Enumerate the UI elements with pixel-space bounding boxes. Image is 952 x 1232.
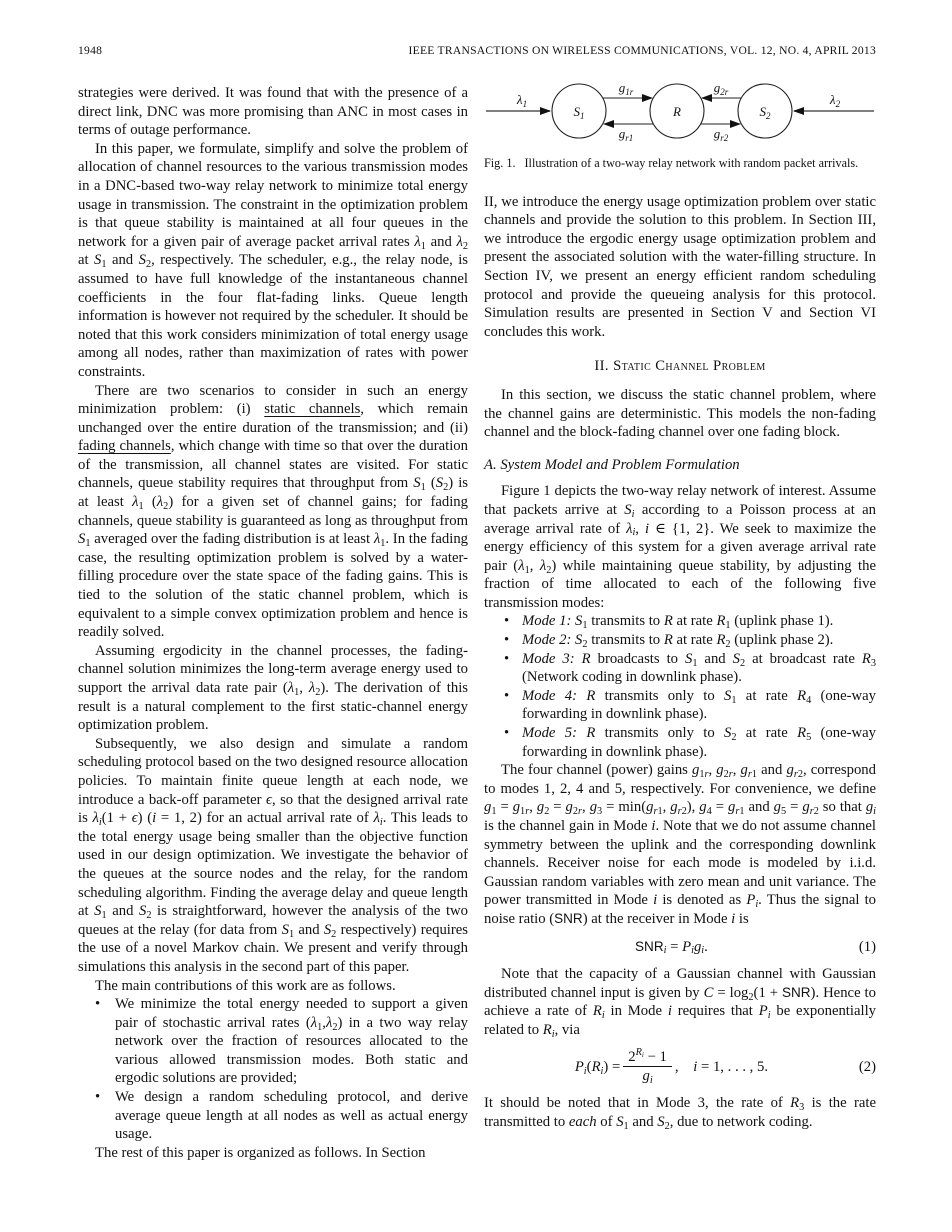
- equation-2-tail: , i = 1, . . . , 5.: [674, 1058, 769, 1075]
- paragraph: strategies were derived. It was found that with the presence of a direct link, DNC was more promising than ANC in most cases in terms of outage performance.: [78, 85, 468, 139]
- mode-list-item: [484, 650, 876, 687]
- contribution-text: We design a random scheduling protocol, and derive average queue length at all nodes as well as actual energy usage.: [115, 1089, 468, 1143]
- bullet-icon: •: [504, 613, 510, 630]
- mode-text: Mode 2: $S_2$ transmits to R at rate $R_2$ (uplink phase 2).: [522, 632, 834, 650]
- node-relay-label: R: [673, 104, 681, 119]
- mode-text: Mode 5: R transmits only to $S_2$ at rate $R_5$ (one-way forwarding in downlink phase).: [522, 725, 876, 760]
- bullet-icon: •: [95, 996, 101, 1013]
- paragraph: The four channel (power) gains $g_{1r}$, $g_{2r}$, $g_{r1}$ and $g_{r2}$, correspond to modes 1, 2, 4 and 5, respectively. For convenience, we define $g_1 = g_{1r}$, $g_2 = g_{2r}$, $g_3 = \min(g_{r1}$, $g_{r2}$), $g_4 = g_{r1}$ and $g_5 = g_{r2}$ so that $g_i$ is the channel gain in Mode i. Note that we do not assume channel symmetry between the uplink and the corresponding downlink channels. Receiver noise for each mode is modeled by i.i.d. Gaussian random variables with zero mean and unit variance. The power transmitted in Mode i is denoted as $P_i$. Thus the signal to noise ratio (SNR) at the receiver in Mode i is: [484, 762, 877, 927]
- node-s1-label: $S_1$: [573, 104, 585, 121]
- fraction-numerator: $2^{R_i} - 1$: [628, 1047, 667, 1065]
- figure-caption-label: Fig. 1.: [484, 155, 516, 170]
- subsection-heading: A. System Model and Problem Formulation: [484, 456, 740, 473]
- bullet-icon: •: [504, 632, 510, 649]
- gr1-label: $g_{r1}$: [618, 126, 634, 143]
- equation-1: [484, 938, 876, 957]
- g1r-label: $g_{1r}$: [618, 80, 634, 97]
- paragraph: Subsequently, we also design and simulate a random scheduling protocol based on the two designed resource allocation policies. To maintain finite queue length at each node, we introduce a back-off parameter ϵ, so that the designed arrival rate is $\lambda_i(1 + \epsilon) (i = 1$, 2) for an actual arrival rate of $\lambda_i$. This leads to the total energy usage being smaller than the objective function used in our design optimization. We investigate the behavior of the queues at the source nodes and the relay, for the random scheduling algorithm. Finding the average delay and queue length at $S_1$ and $S_2$ is straightforward, however the analysis of the two queues at the relay (for data from $S_1$ and $S_2$ respectively) requires the use of a novel Markov chain. We present and verify through simulations this analysis in the second part of this paper.: [78, 735, 468, 975]
- bullet-icon: •: [95, 1089, 101, 1106]
- paragraph: In this section, we discuss the static channel problem, where the channel gains are deterministic. This models the non-fading channel and the block-fading channel over one fading block.: [484, 386, 876, 441]
- equation-2-lhs: $P_i(R_i)$ =: [574, 1058, 621, 1077]
- lambda1-label: $\lambda_1$: [516, 92, 528, 109]
- bullet-icon: •: [504, 650, 510, 667]
- mode-text: Mode 4: R transmits only to $S_1$ at rate $R_4$ (one-way forwarding in downlink phase).: [522, 687, 876, 723]
- contribution-item: [78, 1088, 468, 1144]
- paragraph: II, we introduce the energy usage optimization problem over static channels and provide the solution to this problem. In Section III, we introduce the ergodic energy usage optimization problem and present the associated solution with the water-filling structure. In Section IV, we present an energy efficient random scheduling protocol and provide the queueing analysis for this protocol. Simulation results are presented in Section V and Section VI concludes this work.: [484, 193, 876, 340]
- relay-network-diagram: [484, 78, 876, 144]
- equation-2: [484, 1049, 876, 1086]
- right-column: [484, 78, 876, 1132]
- paragraph: In this paper, we formulate, simplify and solve the problem of allocation of channel resources to the various transmission modes in a DNC-based two-way relay network to minimize total energy usage in transmission. The constraint in the optimization problem is that queue stability is maintained at all four queues in the network for a given pair of average packet arrival rates $\lambda_1$ and $\lambda_2$ at $S_1$ and $S_2$, respectively. The scheduler, e.g., the relay node, is assumed to have full knowledge of the instantaneous channel coefficients in the four flat-fading links. Queue length information is however not required by the scheduler. It should be noted that this work considers minimization of total energy usage among all nodes, rather than maximization of rates with power constraints.: [78, 140, 468, 380]
- mode-list-item: [484, 631, 876, 650]
- left-column: [78, 84, 468, 1162]
- equation-2-number: (2): [858, 1058, 876, 1075]
- paragraph: There are two scenarios to consider in such an energy minimization problem: (i) static channels, which remain unchanged over the entire duration of the transmission; and (ii) fading channels, which change with time so that over the duration of the transmission, all channel states are visited. For static channels, queue stability requires that throughput from $S_1$ $(S_2)$ is at least $\lambda_1$ $(\lambda_2)$ for a given set of channel gains; for fading channels, queue stability is guaranteed as long as throughput from $S_1$ averaged over the fading distribution is at least $\lambda_1$. In the fading case, the resulting optimization problem is solved by a water-filling procedure over the state space of the fading gains. This is tied to the solution of the static channel problem, which is equivalent to a simple convex optimization problem and hence is readily solved.: [78, 382, 469, 641]
- equation-1-body: $SNR_i = P_ig_i$.: [635, 938, 708, 957]
- node-s2-label: $S_2$: [759, 104, 771, 121]
- paragraph: The main contributions of this work are as follows.: [95, 977, 396, 994]
- gr2-label: $g_{r2}$: [713, 126, 729, 143]
- journal-title: IEEE TRANSACTIONS ON WIRELESS COMMUNICATIONS, VOL. 12, NO. 4, APRIL 2013: [408, 44, 876, 57]
- equation-2-body: [484, 1049, 859, 1086]
- paragraph: It should be noted that in Mode 3, the rate of $R_3$ is the rate transmitted to each of $S_1$ and $S_2$, due to network coding.: [484, 1095, 876, 1132]
- paragraph: Figure 1 depicts the two-way relay network of interest. Assume that packets arrive at $S_i$ according to a Poisson process at an average arrival rate of $\lambda_i$, i ∈ {1, 2}. We seek to maximize the energy efficiency of this system for a given average arrival rate pair ($\lambda_1$, $\lambda_2$) while maintaining queue stability, by adjusting the fraction of time allocated to each of the following five transmission modes:: [484, 483, 877, 611]
- bullet-icon: •: [504, 725, 510, 742]
- mode-text: Mode 1: $S_1$ transmits to R at rate $R_1$ (uplink phase 1).: [522, 613, 834, 632]
- paragraph: Assuming ergodicity in the channel processes, the fading-channel solution minimizes the long-term average energy used to support the arrival data rate pair ($\lambda_1$, $\lambda_2$). The derivation of this result is a natural complement to the first static-channel energy optimization problem.: [78, 642, 468, 734]
- section-heading: II. Static Channel Problem: [594, 358, 766, 375]
- contribution-text: We minimize the total energy needed to support a given pair of stochastic arrival rates $(\lambda_1,\lambda_2)$ in a two way relay network over the fraction of resources allocated to the various allowed transmission modes. Both static and ergodic solutions are provided;: [115, 996, 468, 1087]
- equation-1-number: (1): [858, 938, 876, 955]
- figure-caption: [484, 156, 876, 171]
- paragraph: The rest of this paper is organized as follows. In Section: [95, 1144, 426, 1161]
- mode-text: Mode 3: R broadcasts to $S_1$ and $S_2$ at broadcast rate $R_3$ (Network coding in downlink phase).: [522, 650, 876, 686]
- mode-list-item: [484, 612, 876, 631]
- equation-2-fraction: [623, 1049, 672, 1086]
- figure-caption-text: Illustration of a two-way relay network with random packet arrivals.: [524, 155, 859, 170]
- paragraph: Note that the capacity of a Gaussian channel with Gaussian distributed channel input is given by $C = \log_2(1 + SNR)$. Hence to achieve a rate of $R_i$ in Mode i requires that $P_i$ be exponentially related to $R_i$, via: [484, 966, 876, 1040]
- g2r-label: $g_{2r}$: [713, 80, 729, 97]
- page-number: 1948: [78, 44, 103, 57]
- contribution-item: [78, 995, 468, 1088]
- lambda2-label: $\lambda_2$: [829, 92, 841, 109]
- bullet-icon: •: [504, 687, 510, 704]
- page-header: [78, 42, 876, 61]
- mode-list-item: [484, 724, 876, 761]
- fraction-denominator: $g_i$: [623, 1066, 672, 1085]
- figure-1: [484, 78, 876, 171]
- mode-list-item: [484, 687, 876, 724]
